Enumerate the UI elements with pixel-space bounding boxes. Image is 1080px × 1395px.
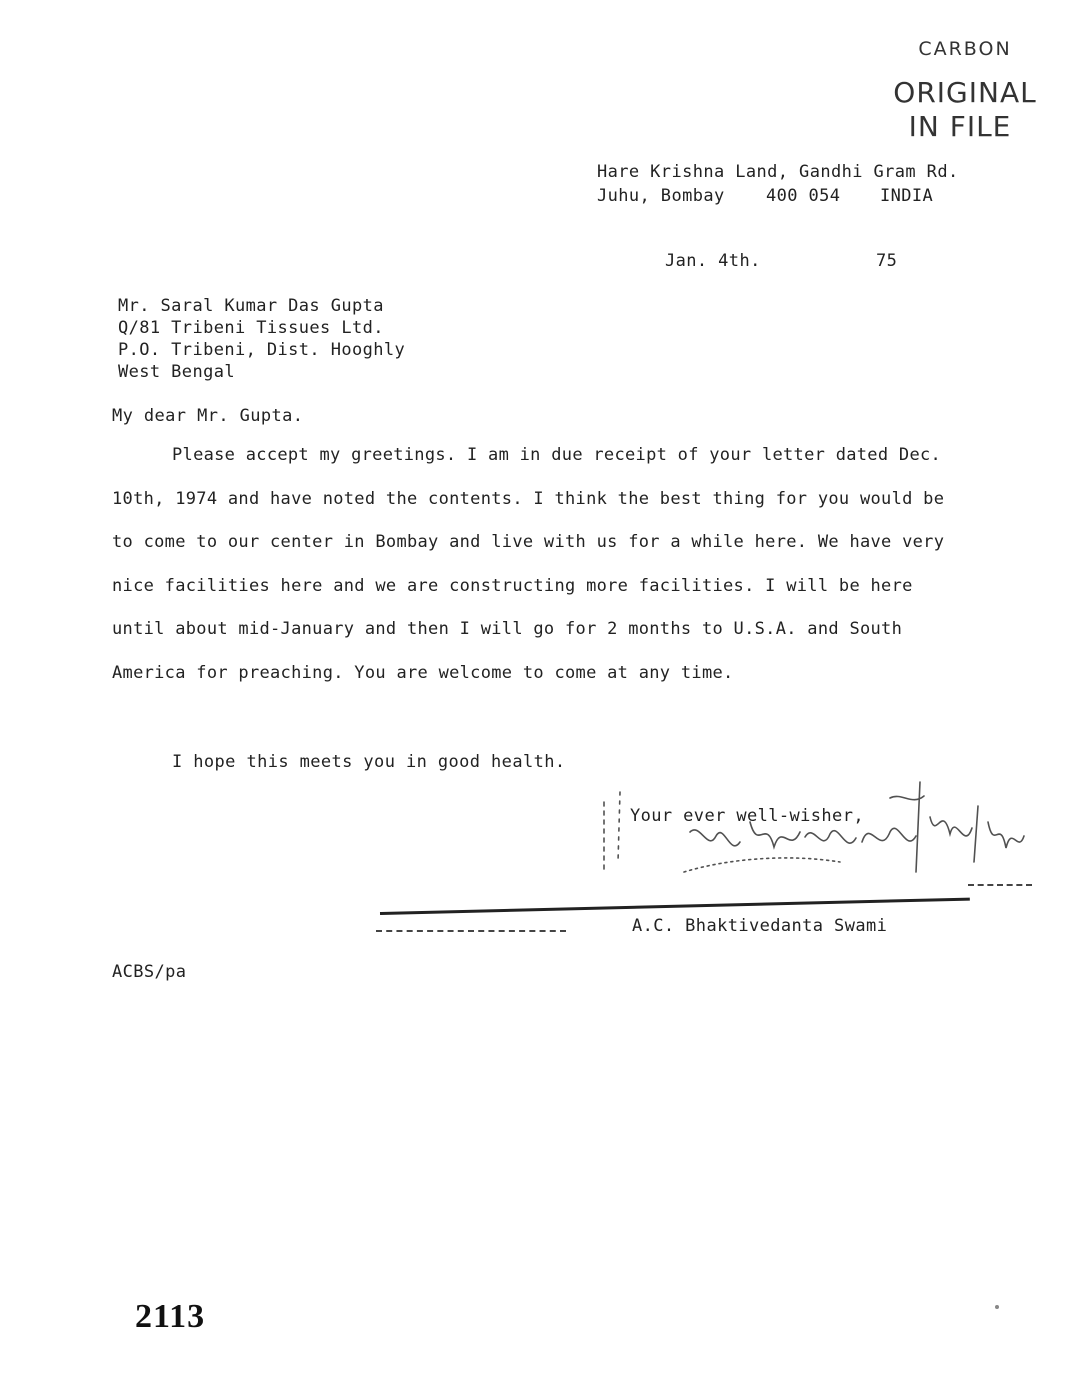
- carbon-stamp: CARBON: [918, 38, 1012, 60]
- body-paragraph-2: I hope this meets you in good health.: [172, 752, 566, 772]
- document-number: 2113: [135, 1298, 206, 1335]
- handwritten-signature: [590, 762, 1030, 892]
- letter-year: 75: [876, 251, 898, 271]
- signature-line-tail: [968, 884, 1032, 886]
- recipient-state: West Bengal: [118, 362, 235, 382]
- letter-date: Jan. 4th.: [665, 251, 761, 271]
- sender-address-city: Juhu, Bombay: [597, 186, 725, 206]
- salutation: My dear Mr. Gupta.: [112, 406, 304, 426]
- valediction: Your ever well-wisher,: [630, 806, 864, 826]
- in-file-stamp: IN FILE: [908, 110, 1012, 143]
- original-stamp: ORIGINAL: [893, 76, 1037, 109]
- sender-address-pin: 400 054: [766, 186, 841, 206]
- reference-initials: ACBS/pa: [112, 962, 187, 982]
- recipient-name: Mr. Saral Kumar Das Gupta: [118, 296, 384, 316]
- scan-speck: [995, 1305, 999, 1309]
- signatory-name: A.C. Bhaktivedanta Swami: [632, 916, 888, 936]
- sender-address-country: INDIA: [880, 186, 934, 206]
- recipient-company: Q/81 Tribeni Tissues Ltd.: [118, 318, 384, 338]
- recipient-post-office: P.O. Tribeni, Dist. Hooghly: [118, 340, 406, 360]
- signature-line-lower: [376, 930, 566, 932]
- signature-line-main: [380, 898, 970, 915]
- body-paragraph-1: Please accept my greetings. I am in due receipt of your letter dated Dec. 10th, 1974 and have noted the contents. I think the best thing for you would be to come to our center in Bombay and live with us for a while here. We have very nice facilities here and we are constructing more facilities. I will be here until about mid-January and then I will go for 2 months to U.S.A. and South America for preaching. You are welcome to come at any time.: [112, 445, 945, 683]
- sender-address-line1: Hare Krishna Land, Gandhi Gram Rd.: [597, 162, 959, 182]
